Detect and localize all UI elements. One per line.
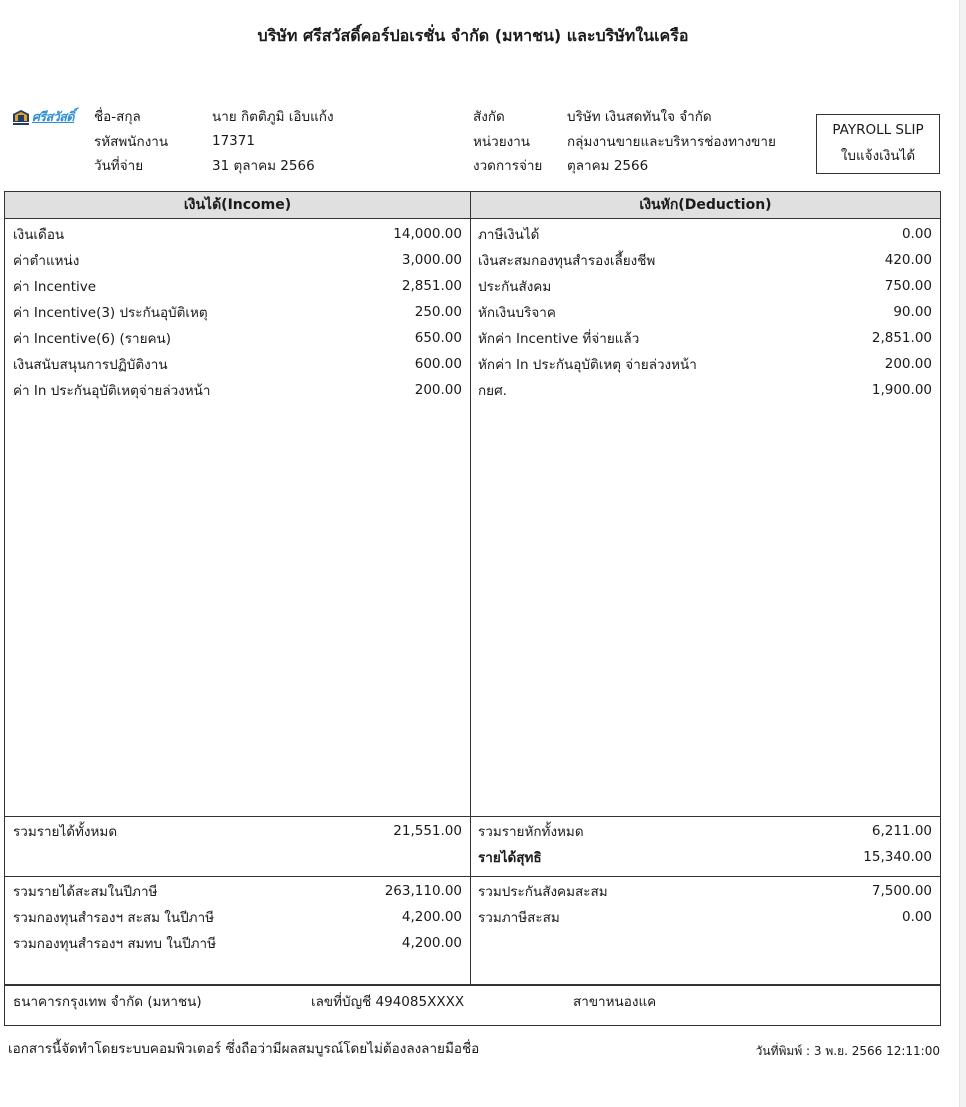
shield-emblem-icon bbox=[12, 108, 30, 126]
income-value: 650.00 bbox=[414, 330, 462, 346]
income-row bbox=[13, 377, 462, 403]
income-label: เงินสนับสนุนการปฏิบัติงาน bbox=[13, 357, 168, 373]
deduction-row bbox=[478, 299, 932, 325]
income-label: เงินเดือน bbox=[13, 227, 65, 243]
computer-generated-note: เอกสารนี้จัดทำโดยระบบคอมพิวเตอร์ ซึ่งถือว่ามีผลสมบูรณ์โดยไม่ต้องลงลายมือชื่อ bbox=[8, 1041, 480, 1057]
income-totals bbox=[13, 818, 462, 844]
page-edge bbox=[959, 0, 966, 1107]
unit-name: กลุ่มงานขายและบริหารช่องทางขาย bbox=[567, 133, 776, 150]
unit-row bbox=[473, 129, 776, 154]
employee-id-label: รหัสพนักงาน bbox=[94, 133, 169, 150]
period-row bbox=[473, 153, 776, 178]
company-name: บริษัท เงินสดทันใจ จำกัด bbox=[567, 109, 712, 126]
income-ytd-row bbox=[13, 930, 462, 956]
name-label: ชื่อ-สกุล bbox=[94, 109, 141, 126]
pay-date: 31 ตุลาคม 2566 bbox=[212, 158, 315, 175]
income-row bbox=[13, 247, 462, 273]
deduction-label: กยศ. bbox=[478, 383, 507, 399]
company-logo bbox=[12, 106, 76, 128]
deduction-row bbox=[478, 247, 932, 273]
deduction-value: 1,900.00 bbox=[871, 382, 932, 398]
payroll-table bbox=[4, 191, 941, 985]
deduction-value: 200.00 bbox=[884, 356, 932, 372]
deduction-label: หักค่า In ประกันอุบัติเหตุ จ่ายล่วงหน้า bbox=[478, 357, 697, 373]
income-ytd-value: 4,200.00 bbox=[401, 935, 462, 951]
income-row bbox=[13, 299, 462, 325]
net-income-label: รายได้สุทธิ bbox=[478, 850, 542, 866]
deduction-label: ภาษีเงินได้ bbox=[478, 227, 540, 243]
deduction-ytd-row bbox=[478, 904, 932, 930]
income-value: 2,851.00 bbox=[401, 278, 462, 294]
net-income-row bbox=[478, 844, 932, 870]
unit-label: หน่วยงาน bbox=[473, 133, 531, 150]
income-ytd-value: 263,110.00 bbox=[384, 883, 462, 899]
payroll-slip-badge bbox=[816, 114, 940, 174]
employee-name: นาย กิตติภูมิ เอิบแก้ง bbox=[212, 109, 334, 126]
deduction-row bbox=[478, 377, 932, 403]
company-label: สังกัด bbox=[473, 109, 505, 126]
deduction-value: 750.00 bbox=[884, 278, 932, 294]
period-label: งวดการจ่าย bbox=[473, 158, 543, 175]
deduction-totals bbox=[478, 818, 932, 870]
employee-id: 17371 bbox=[212, 132, 255, 149]
income-total-label: รวมรายได้ทั้งหมด bbox=[13, 824, 118, 840]
company-row bbox=[473, 104, 776, 129]
totals-divider bbox=[5, 816, 940, 817]
deduction-value: 420.00 bbox=[884, 252, 932, 268]
income-row bbox=[13, 351, 462, 377]
income-row bbox=[13, 221, 462, 247]
deduction-ytd bbox=[478, 878, 932, 930]
income-header: เงินได้(Income) bbox=[5, 192, 470, 219]
income-row bbox=[13, 273, 462, 299]
slip-title-th: ใบแจ้งเงินได้ bbox=[840, 148, 916, 164]
income-label: ค่า In ประกันอุบัติเหตุจ่ายล่วงหน้า bbox=[13, 383, 211, 399]
deduction-row bbox=[478, 325, 932, 351]
deduction-header: เงินหัก(Deduction) bbox=[471, 192, 940, 219]
print-date: วันที่พิมพ์ : 3 พ.ย. 2566 12:11:00 bbox=[755, 1044, 940, 1058]
deduction-row bbox=[478, 273, 932, 299]
income-total-row bbox=[13, 818, 462, 844]
income-ytd-row bbox=[13, 878, 462, 904]
company-title: บริษัท ศรีสวัสดิ์คอร์ปอเรชั่น จำกัด (มหาชน) และบริษัทในเครือ bbox=[257, 26, 689, 45]
deduction-row bbox=[478, 221, 932, 247]
income-value: 200.00 bbox=[414, 382, 462, 398]
deduction-ytd-label: รวมภาษีสะสม bbox=[478, 910, 560, 926]
employee-id-row bbox=[94, 129, 334, 154]
net-income-value: 15,340.00 bbox=[863, 849, 932, 865]
deduction-total-row bbox=[478, 818, 932, 844]
income-value: 3,000.00 bbox=[401, 252, 462, 268]
bank-account: เลขที่บัญชี 494085XXXX bbox=[311, 994, 465, 1010]
deduction-ytd-label: รวมประกันสังคมสะสม bbox=[478, 884, 608, 900]
deduction-value: 0.00 bbox=[901, 226, 932, 242]
income-ytd-row bbox=[13, 904, 462, 930]
deduction-ytd-row bbox=[478, 878, 932, 904]
income-label: ค่า Incentive bbox=[13, 279, 97, 295]
deduction-items bbox=[478, 221, 932, 403]
deduction-row bbox=[478, 351, 932, 377]
organization-info bbox=[473, 104, 776, 178]
deduction-ytd-value: 0.00 bbox=[901, 909, 932, 925]
income-row bbox=[13, 325, 462, 351]
logo-text: ศรีสวัสดิ์ bbox=[32, 109, 75, 124]
income-total-value: 21,551.00 bbox=[393, 823, 462, 839]
income-ytd-value: 4,200.00 bbox=[401, 909, 462, 925]
deduction-label: ประกันสังคม bbox=[478, 279, 552, 295]
income-ytd-label: รวมรายได้สะสมในปีภาษี bbox=[13, 884, 158, 900]
income-label: ค่า Incentive(6) (รายคน) bbox=[13, 331, 172, 347]
income-value: 14,000.00 bbox=[393, 226, 462, 242]
deduction-total-label: รวมรายหักทั้งหมด bbox=[478, 824, 584, 840]
income-value: 600.00 bbox=[414, 356, 462, 372]
pay-date-row bbox=[94, 153, 334, 178]
name-row bbox=[94, 104, 334, 129]
income-items bbox=[13, 221, 462, 403]
income-value: 250.00 bbox=[414, 304, 462, 320]
deduction-value: 90.00 bbox=[893, 304, 932, 320]
deduction-ytd-value: 7,500.00 bbox=[871, 883, 932, 899]
bank-branch: สาขาหนองแค bbox=[573, 994, 657, 1010]
income-label: ค่า Incentive(3) ประกันอุบัติเหตุ bbox=[13, 305, 208, 321]
income-label: ค่าตำแหน่ง bbox=[13, 253, 80, 269]
ytd-divider bbox=[5, 876, 940, 877]
deduction-label: หักเงินบริจาค bbox=[478, 305, 556, 321]
pay-period: ตุลาคม 2566 bbox=[567, 158, 649, 175]
bank-name: ธนาคารกรุงเทพ จำกัด (มหาชน) bbox=[13, 994, 202, 1010]
employee-info bbox=[94, 104, 334, 178]
deduction-label: หักค่า Incentive ที่จ่ายแล้ว bbox=[478, 331, 640, 347]
deduction-label: เงินสะสมกองทุนสำรองเลี้ยงชีพ bbox=[478, 253, 656, 269]
income-ytd bbox=[13, 878, 462, 956]
bank-info bbox=[4, 984, 941, 1026]
deduction-value: 2,851.00 bbox=[871, 330, 932, 346]
column-divider bbox=[470, 192, 471, 984]
income-ytd-label: รวมกองทุนสำรองฯ สมทบ ในปีภาษี bbox=[13, 936, 217, 952]
pay-date-label: วันที่จ่าย bbox=[94, 158, 144, 175]
income-ytd-label: รวมกองทุนสำรองฯ สะสม ในปีภาษี bbox=[13, 910, 215, 926]
deduction-total-value: 6,211.00 bbox=[871, 823, 932, 839]
slip-title-en: PAYROLL SLIP bbox=[832, 122, 924, 138]
